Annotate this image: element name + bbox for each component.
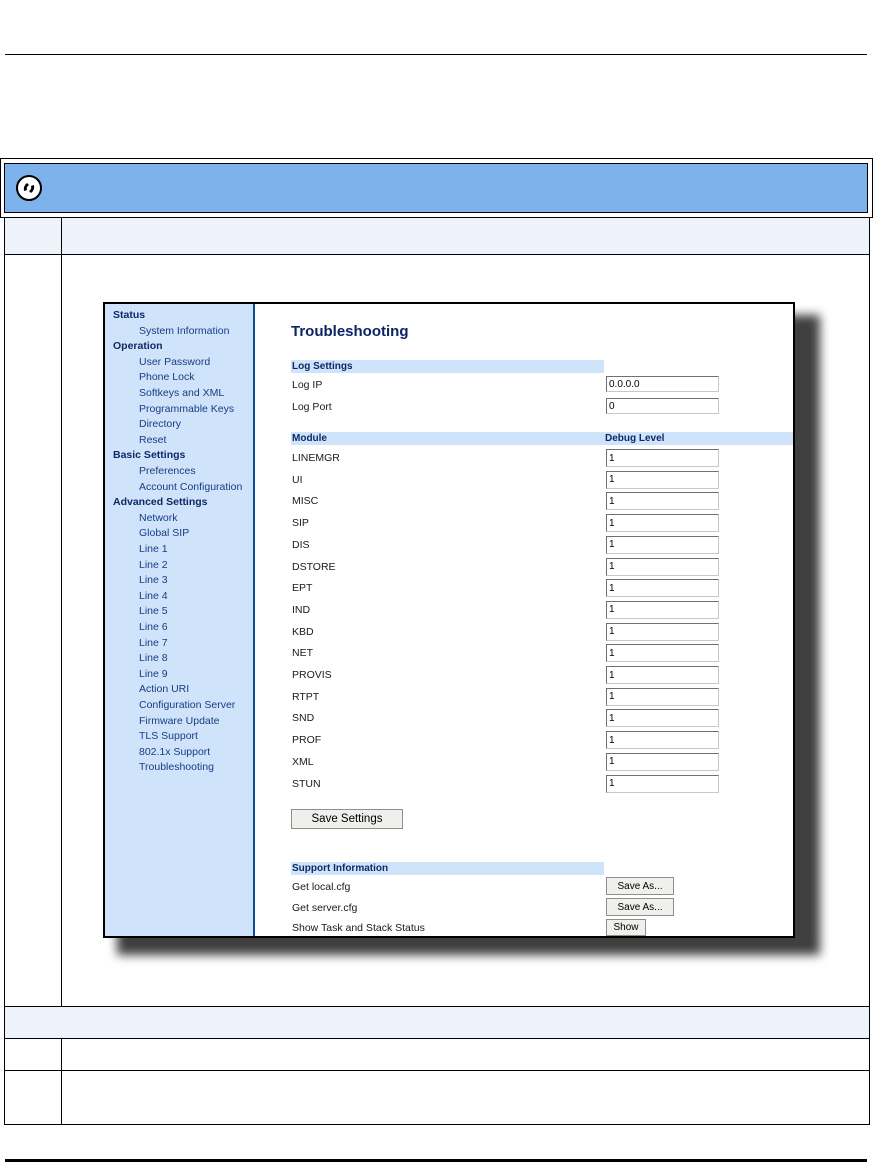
module-name-label: PROVIS: [292, 669, 332, 681]
sidebar-item[interactable]: Troubleshooting: [139, 761, 214, 774]
sidebar-item[interactable]: Phone Lock: [139, 371, 195, 384]
module-name-label: NET: [292, 647, 313, 660]
module-name-label: KBD: [292, 625, 314, 638]
module-name-label: STUN: [292, 777, 321, 790]
debug-level-input[interactable]: [606, 775, 719, 793]
sidebar-item[interactable]: 802.1x Support: [139, 745, 211, 758]
module-name-label: RTPT: [292, 690, 320, 703]
module-name-label: SIP: [292, 517, 309, 530]
debug-level-input[interactable]: [606, 579, 719, 597]
module-name-label: SND: [292, 712, 315, 725]
sidebar-item[interactable]: Firmware Update: [139, 714, 220, 727]
sidebar-item[interactable]: Account Configuration: [139, 480, 243, 493]
sidebar-item[interactable]: Configuration Server: [139, 699, 236, 711]
sidebar-item[interactable]: Line 1: [139, 543, 168, 555]
sidebar-item[interactable]: Preferences: [139, 465, 196, 477]
sidebar-item[interactable]: Operation: [113, 340, 163, 353]
sidebar-item[interactable]: Reset: [139, 433, 167, 446]
module-column-header: Module: [292, 433, 327, 444]
get-server-cfg-label: Get server.cfg: [292, 902, 358, 914]
sidebar-item[interactable]: Directory: [139, 418, 182, 431]
sidebar-item[interactable]: Line 4: [139, 589, 168, 602]
debug-level-input[interactable]: [606, 536, 719, 554]
log-ip-label: Log IP: [292, 379, 323, 391]
log-ip-input[interactable]: [606, 376, 719, 392]
log-settings-heading: Log Settings: [291, 360, 604, 373]
debug-level-column-header: Debug Level: [605, 433, 665, 444]
support-information-heading: Support Information: [291, 862, 604, 875]
sidebar-item[interactable]: Line 7: [139, 636, 168, 649]
show-task-status-button[interactable]: Show: [606, 919, 646, 936]
troubleshooting-screenshot: [103, 302, 795, 938]
sidebar-item[interactable]: Softkeys and XML: [139, 387, 225, 399]
sidebar-item[interactable]: Action URI: [139, 683, 190, 696]
sidebar-item[interactable]: Network: [139, 511, 178, 524]
debug-level-input[interactable]: [606, 601, 719, 619]
sidebar-item[interactable]: Global SIP: [139, 527, 190, 540]
save-as-local-cfg-button[interactable]: Save As...: [606, 877, 674, 895]
debug-level-input[interactable]: [606, 449, 719, 467]
sidebar-item[interactable]: Line 3: [139, 574, 168, 587]
debug-level-input[interactable]: [606, 644, 719, 662]
module-name-label: UI: [292, 473, 303, 486]
debug-level-input[interactable]: [606, 753, 719, 771]
sidebar-item[interactable]: Line 5: [139, 605, 168, 618]
module-name-label: XML: [292, 755, 314, 768]
save-as-server-cfg-button[interactable]: Save As...: [606, 898, 674, 916]
save-settings-button[interactable]: Save Settings: [291, 809, 403, 829]
page-title: Troubleshooting: [291, 323, 409, 340]
sidebar-nav: [105, 304, 255, 936]
debug-level-input[interactable]: [606, 666, 719, 684]
table-header-row: [4, 218, 870, 255]
module-header-band: [291, 432, 795, 445]
task-stack-status-label: Show Task and Stack Status: [292, 922, 425, 934]
top-rule: [5, 54, 867, 55]
sidebar-item[interactable]: Programmable Keys: [139, 402, 235, 415]
sidebar-item[interactable]: Line 6: [139, 621, 168, 633]
module-name-label: EPT: [292, 582, 313, 595]
module-name-label: MISC: [292, 495, 319, 508]
sidebar-item[interactable]: Line 8: [139, 652, 168, 665]
debug-level-input[interactable]: [606, 688, 719, 706]
get-local-cfg-label: Get local.cfg: [292, 881, 351, 893]
module-name-label: LINEMGR: [292, 452, 340, 464]
module-name-label: DSTORE: [292, 560, 336, 573]
web-ui-header-bar: [4, 163, 868, 213]
module-name-label: IND: [292, 603, 311, 616]
sidebar-item[interactable]: TLS Support: [139, 730, 198, 743]
debug-level-input[interactable]: [606, 471, 719, 489]
debug-level-input[interactable]: [606, 492, 719, 510]
module-name-label: PROF: [292, 734, 322, 747]
sidebar-item[interactable]: Basic Settings: [113, 449, 186, 462]
debug-level-input[interactable]: [606, 709, 719, 727]
sidebar-item[interactable]: Status: [113, 309, 146, 321]
debug-level-input[interactable]: [606, 623, 719, 641]
sidebar-item[interactable]: System Information: [139, 324, 230, 337]
debug-level-input[interactable]: [606, 514, 719, 532]
sidebar-item[interactable]: Line 2: [139, 558, 168, 571]
log-port-input[interactable]: [606, 398, 719, 414]
table-step-row: [4, 1039, 870, 1071]
table-section-row: [4, 1007, 870, 1039]
log-port-label: Log Port: [292, 401, 332, 413]
sidebar-item[interactable]: Advanced Settings: [113, 496, 208, 509]
main-content: [255, 304, 793, 936]
table-step-row: [4, 1071, 870, 1125]
debug-level-input[interactable]: [606, 558, 719, 576]
module-name-label: DIS: [292, 538, 310, 551]
bottom-rule: [5, 1159, 867, 1162]
sidebar-item[interactable]: Line 9: [139, 667, 168, 680]
debug-level-input[interactable]: [606, 731, 719, 749]
aastra-web-ui-icon: [16, 175, 42, 201]
sidebar-item[interactable]: User Password: [139, 355, 211, 368]
